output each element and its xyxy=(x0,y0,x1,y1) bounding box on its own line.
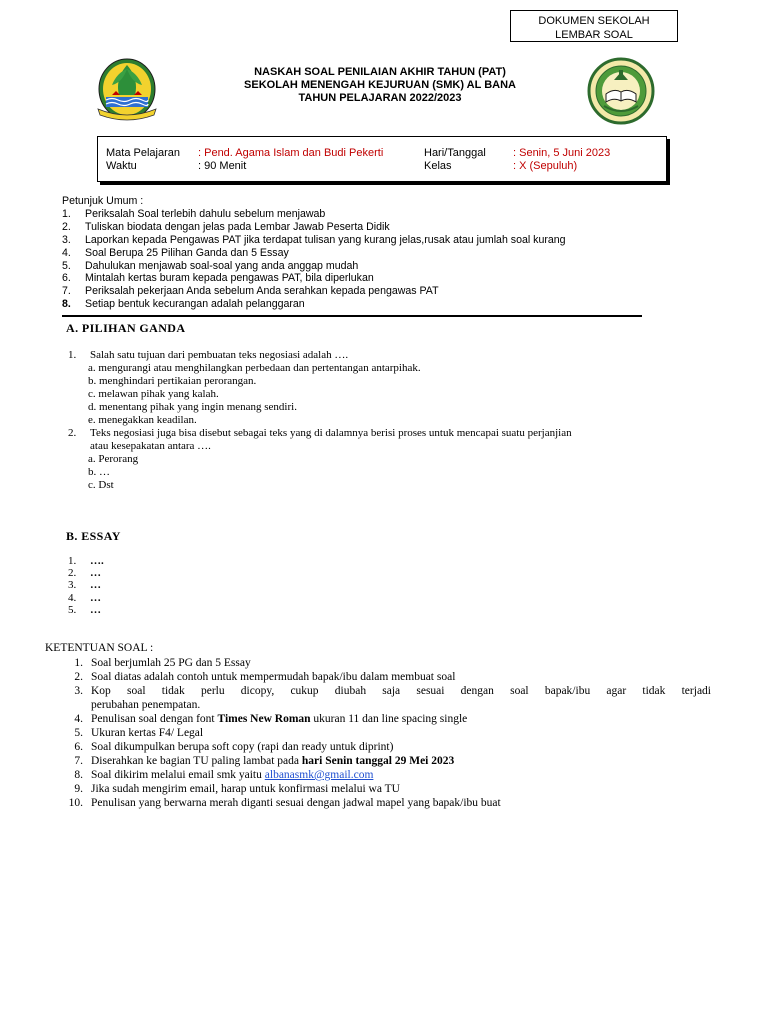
question-provisions xyxy=(45,641,715,809)
option-c: c. Dst xyxy=(88,479,114,491)
exam-info-box xyxy=(97,136,667,182)
option-b: b. menghindari pertikaian perorangan. xyxy=(88,375,257,387)
section-a-title: A. PILIHAN GANDA xyxy=(66,321,186,335)
instructions-title: Petunjuk Umum : xyxy=(62,195,144,207)
provisions-list xyxy=(65,656,711,810)
instructions-list xyxy=(62,208,682,311)
list-item: 2. … xyxy=(68,567,101,580)
option-a: a. mengurangi atau menghilangkan perbedaan dan pertentangan antarpihak. xyxy=(88,362,421,374)
provisions-title: KETENTUAN SOAL : xyxy=(45,642,154,654)
date-value: : Senin, 5 Juni 2023 xyxy=(513,147,611,159)
duration-label: Waktu xyxy=(106,160,137,172)
list-item: 7. Diserahkan ke bagian TU paling lambat pada hari Senin tanggal 29 Mei 2023 xyxy=(74,755,455,767)
option-a: a. Perorang xyxy=(88,453,139,465)
list-item: 4. Penulisan soal dengan font Times New Roman ukuran 11 dan line spacing single xyxy=(74,713,468,725)
subject-label: Mata Pelajaran xyxy=(106,147,180,159)
list-item: 4. Soal Berupa 25 Pilihan Ganda dan 5 Essay xyxy=(62,246,289,259)
duration-value: : 90 Menit xyxy=(198,160,247,172)
list-item: 8. Soal dikirim melalui email smk yaitu albanasmk@gmail.com xyxy=(74,769,374,781)
subject-value: : Pend. Agama Islam dan Budi Pekerti xyxy=(198,147,384,159)
section-divider xyxy=(62,315,642,317)
list-item: 6. Soal dikumpulkan berupa soft copy (rapi dan ready untuk diprint) xyxy=(74,741,394,753)
list-item: 6. Mintalah kertas buram kepada pengawas PAT, bila diperlukan xyxy=(62,272,374,285)
list-item: 2. Soal diatas adalah contoh untuk mempermudah bapak/ibu dalam membuat soal xyxy=(74,671,456,683)
general-instructions xyxy=(62,195,682,311)
multiple-choice-list: 1. Salah satu tujuan dari pembuatan teks negosiasi adalah …. a. mengurangi atau menghilangkan perbedaan dan pertentangan antarpihak. b. menghindari pertikaian perorangan. c. melawan pihak yang kalah. d. menentang pihak yang ingin menang sendiri. e. menegakkan keadilan. 2. Teks negosiasi juga bisa disebut sebagai teks yang di dalamnya berisi proses untuk mencapai suatu perjanjian atau kesepakatan antara …. a. Perorang b. … c. Dst xyxy=(68,349,572,491)
list-item: 7. Periksalah pekerjaan Anda sebelum Anda serahkan kepada pengawas PAT xyxy=(62,285,439,298)
option-d: d. menentang pihak yang ingin menang sendiri. xyxy=(88,401,297,413)
list-item: 10. Penulisan yang berwarna merah diganti sesuai dengan jadwal mapel yang bapak/ibu buat xyxy=(68,797,501,809)
option-c: c. melawan pihak yang kalah. xyxy=(88,388,219,400)
option-b: b. … xyxy=(88,466,110,478)
list-item: 1. Soal berjumlah 25 PG dan 5 Essay xyxy=(74,657,251,669)
info-row-2 xyxy=(106,160,666,173)
list-item: 1. …. xyxy=(68,555,104,567)
document-label-box xyxy=(510,10,678,42)
question-2-continuation: atau kesepakatan antara …. xyxy=(90,440,211,452)
header-title-2: SEKOLAH MENENGAH KEJURUAN (SMK) AL BANA xyxy=(244,79,516,91)
provincial-emblem-logo xyxy=(92,55,162,125)
list-item: 4. … xyxy=(68,591,101,604)
list-item: 3. … xyxy=(68,579,101,592)
class-label: Kelas xyxy=(424,160,452,172)
info-row-1 xyxy=(106,147,666,160)
list-item: 1. Periksalah Soal terlebih dahulu sebelum menjawab xyxy=(62,207,326,220)
class-value: : X (Sepuluh) xyxy=(513,160,578,172)
header-title-1: NASKAH SOAL PENILAIAN AKHIR TAHUN (PAT) xyxy=(254,66,506,78)
list-item: 9. Jika sudah mengirim email, harap untuk konfirmasi melalui wa TU xyxy=(74,783,400,795)
header-title-3: TAHUN PELAJARAN 2022/2023 xyxy=(298,92,462,104)
document-label-line2: LEMBAR SOAL xyxy=(555,29,633,41)
document-label-line1: DOKUMEN SEKOLAH xyxy=(538,15,650,27)
list-item: 3. Kop soal tidak perlu dicopy, cukup diubah saja sesuai dengan soal bapak/ibu agar tidak terjadi perubahan penempatan. xyxy=(74,685,711,711)
list-item: 8. Setiap bentuk kecurangan adalah pelanggaran xyxy=(62,298,305,311)
list-item: 5. Dahulukan menjawab soal-soal yang anda anggap mudah xyxy=(62,259,359,272)
list-item: 2. Tuliskan biodata dengan jelas pada Lembar Jawab Peserta Didik xyxy=(62,220,390,233)
date-label: Hari/Tanggal xyxy=(424,147,486,159)
email-link[interactable]: albanasmk@gmail.com xyxy=(264,769,374,781)
list-item: 5. … xyxy=(68,603,101,616)
list-item: 5. Ukuran kertas F4/ Legal xyxy=(74,727,204,739)
section-b-title: B. ESSAY xyxy=(66,529,121,543)
option-e: e. menegakkan keadilan. xyxy=(88,414,197,426)
essay-list xyxy=(68,555,268,616)
list-item: 3. Laporkan kepada Pengawas PAT jika terdapat tulisan yang kurang jelas,rusak atau jumlah soal kurang xyxy=(62,233,566,246)
